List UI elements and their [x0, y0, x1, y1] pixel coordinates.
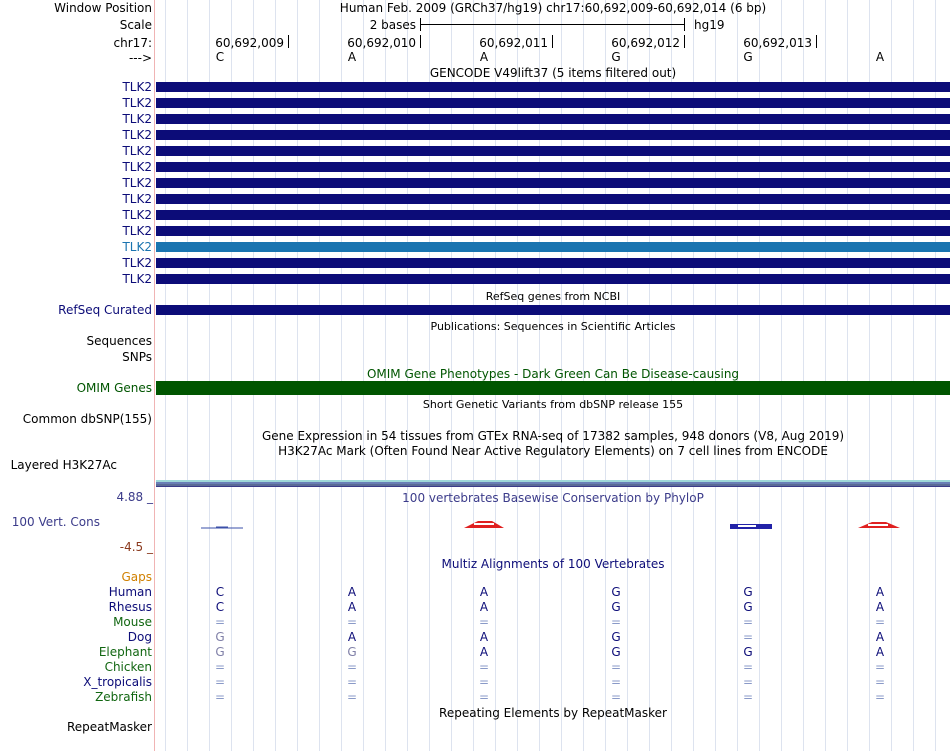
dbsnp-label[interactable]: Common dbSNP(155) [22, 412, 152, 426]
alignment-base: = [610, 615, 622, 629]
reference-base: A [875, 50, 885, 64]
alignment-base: = [346, 615, 358, 629]
alignment-base: = [874, 675, 886, 689]
refseq-gene-bar[interactable] [156, 305, 950, 315]
phylop-graph[interactable] [156, 512, 950, 538]
phylop-mark-5-gap [738, 525, 756, 527]
gencode-gene-label[interactable]: TLK2 [122, 240, 152, 254]
reference-base: C [215, 50, 225, 64]
alignment-base: = [346, 660, 358, 674]
alignment-base: G [743, 645, 753, 659]
alignment-base: G [611, 585, 621, 599]
alignment-base: = [874, 690, 886, 704]
reference-base: A [347, 50, 357, 64]
species-label[interactable]: X_tropicalis [83, 675, 152, 689]
alignment-base: = [214, 690, 226, 704]
label-divider [154, 0, 155, 751]
gencode-gene-bar[interactable] [156, 98, 950, 108]
alignment-base: = [214, 615, 226, 629]
phylop-mark-3-gap [474, 523, 494, 525]
gencode-gene-bar[interactable] [156, 82, 950, 92]
species-label[interactable]: Elephant [98, 645, 152, 659]
reference-base: A [479, 50, 489, 64]
alignment-base: A [479, 600, 489, 614]
alignment-base: = [742, 675, 754, 689]
gencode-gene-bar[interactable] [156, 226, 950, 236]
scale-value: 2 bases [369, 18, 416, 32]
omim-title: OMIM Gene Phenotypes - Dark Green Can Be Disease-causing [366, 367, 740, 381]
coordinate-tick [288, 35, 289, 48]
gencode-gene-label[interactable]: TLK2 [122, 128, 152, 142]
coordinate-label: 60,692,013 [743, 36, 812, 50]
snps-label[interactable]: SNPs [122, 350, 152, 364]
coordinate-tick [420, 35, 421, 48]
gencode-gene-bar[interactable] [156, 178, 950, 188]
gencode-gene-label[interactable]: TLK2 [122, 160, 152, 174]
alignment-base: A [347, 585, 357, 599]
h3k27ac-signal-4 [156, 486, 950, 487]
gencode-gene-bar[interactable] [156, 114, 950, 124]
gencode-gene-label[interactable]: TLK2 [122, 192, 152, 206]
alignment-base: = [478, 675, 490, 689]
coordinate-tick [552, 35, 553, 48]
multiz-title: Multiz Alignments of 100 Vertebrates [441, 557, 665, 571]
species-label[interactable]: Zebrafish [95, 690, 152, 704]
alignment-base: = [742, 630, 754, 644]
window-position-label: Window Position [54, 1, 152, 15]
gencode-gene-label[interactable]: TLK2 [122, 80, 152, 94]
reference-base: G [743, 50, 753, 64]
alignment-base: G [611, 600, 621, 614]
alignment-base: A [479, 630, 489, 644]
alignment-base: = [742, 660, 754, 674]
gencode-gene-bar[interactable] [156, 242, 950, 252]
publications-title: Publications: Sequences in Scientific Articles [430, 320, 676, 333]
gencode-gene-bar[interactable] [156, 146, 950, 156]
gencode-gene-label[interactable]: TLK2 [122, 272, 152, 286]
alignment-base: A [875, 645, 885, 659]
reference-base: G [611, 50, 621, 64]
alignment-base: G [215, 630, 225, 644]
gencode-gene-label[interactable]: TLK2 [122, 112, 152, 126]
scale-bar-right-cap [684, 18, 685, 31]
phylop-min-label: -4.5 _ [119, 540, 153, 554]
gencode-gene-bar[interactable] [156, 194, 950, 204]
dbsnp-title: Short Genetic Variants from dbSNP release 155 [422, 398, 684, 411]
species-label[interactable]: Mouse [113, 615, 152, 629]
alignment-base: = [478, 615, 490, 629]
strand-label: ---> [128, 51, 152, 65]
repeatmasker-label[interactable]: RepeatMasker [66, 720, 152, 734]
alignment-base: A [347, 630, 357, 644]
species-label[interactable]: Human [108, 585, 152, 599]
refseq-label[interactable]: RefSeq Curated [58, 303, 152, 317]
coordinate-tick [816, 35, 817, 48]
gencode-gene-bar[interactable] [156, 130, 950, 140]
alignment-base: G [611, 645, 621, 659]
sequences-label[interactable]: Sequences [86, 334, 152, 348]
alignment-base: = [874, 615, 886, 629]
alignment-base: = [610, 675, 622, 689]
phylop-mark-6-gap [868, 524, 888, 526]
alignment-base: G [743, 600, 753, 614]
gencode-gene-label[interactable]: TLK2 [122, 96, 152, 110]
alignment-base: = [874, 660, 886, 674]
scale-bar [420, 24, 685, 25]
alignment-base: = [346, 675, 358, 689]
alignment-base: A [875, 600, 885, 614]
alignment-base: A [875, 630, 885, 644]
omim-label[interactable]: OMIM Genes [76, 381, 152, 395]
repeatmasker-title: Repeating Elements by RepeatMasker [439, 706, 667, 720]
coordinate-label: 60,692,010 [347, 36, 416, 50]
gencode-gene-bar[interactable] [156, 274, 950, 284]
gencode-gene-bar[interactable] [156, 162, 950, 172]
species-label[interactable]: Dog [127, 630, 152, 644]
alignment-base: G [743, 585, 753, 599]
alignment-base: G [215, 645, 225, 659]
alignment-base: = [478, 690, 490, 704]
gencode-gene-bar[interactable] [156, 258, 950, 268]
gencode-gene-label[interactable]: TLK2 [122, 144, 152, 158]
alignment-base: C [215, 600, 225, 614]
species-label[interactable]: Chicken [104, 660, 152, 674]
gaps-label[interactable]: Gaps [121, 570, 152, 584]
gencode-gene-label[interactable]: TLK2 [122, 208, 152, 222]
window-position-value: Human Feb. 2009 (GRCh37/hg19) chr17:60,692,009-60,692,014 (6 bp) [339, 1, 767, 15]
chrom-label: chr17: [113, 36, 152, 50]
alignment-base: = [610, 690, 622, 704]
alignment-base: = [478, 660, 490, 674]
alignment-base: A [479, 585, 489, 599]
alignment-base: = [742, 615, 754, 629]
coordinate-tick [684, 35, 685, 48]
phylop-max-label: 4.88 _ [116, 490, 153, 504]
coordinate-label: 60,692,012 [611, 36, 680, 50]
scale-label: Scale [119, 18, 152, 32]
omim-gene-bar[interactable] [156, 381, 950, 395]
gtex-title: Gene Expression in 54 tissues from GTEx RNA-seq of 17382 samples, 948 donors (V8, Aug 2019) [261, 429, 845, 443]
phylop-label[interactable]: 100 Vert. Cons [11, 515, 100, 529]
gencode-gene-bar[interactable] [156, 210, 950, 220]
h3k27ac-label[interactable]: Layered H3K27Ac [10, 458, 117, 472]
alignment-base: A [479, 645, 489, 659]
alignment-base: = [214, 675, 226, 689]
coordinate-label: 60,692,009 [215, 36, 284, 50]
alignment-base: C [215, 585, 225, 599]
alignment-base: G [347, 645, 357, 659]
gencode-title: GENCODE V49lift37 (5 items filtered out) [429, 66, 677, 80]
phylop-title: 100 vertebrates Basewise Conservation by PhyloP [402, 491, 704, 505]
assembly-label: hg19 [694, 18, 725, 32]
refseq-title: RefSeq genes from NCBI [485, 290, 621, 303]
gencode-gene-label[interactable]: TLK2 [122, 224, 152, 238]
alignment-base: = [742, 690, 754, 704]
alignment-base: = [610, 660, 622, 674]
alignment-base: = [346, 690, 358, 704]
coordinate-label: 60,692,011 [479, 36, 548, 50]
species-label[interactable]: Rhesus [108, 600, 152, 614]
gencode-gene-label[interactable]: TLK2 [122, 176, 152, 190]
alignment-base: A [347, 600, 357, 614]
gencode-gene-label[interactable]: TLK2 [122, 256, 152, 270]
alignment-base: = [214, 660, 226, 674]
alignment-base: A [875, 585, 885, 599]
h3k27ac-title: H3K27Ac Mark (Often Found Near Active Regulatory Elements) on 7 cell lines from ENCODE [278, 444, 828, 458]
alignment-base: G [611, 630, 621, 644]
